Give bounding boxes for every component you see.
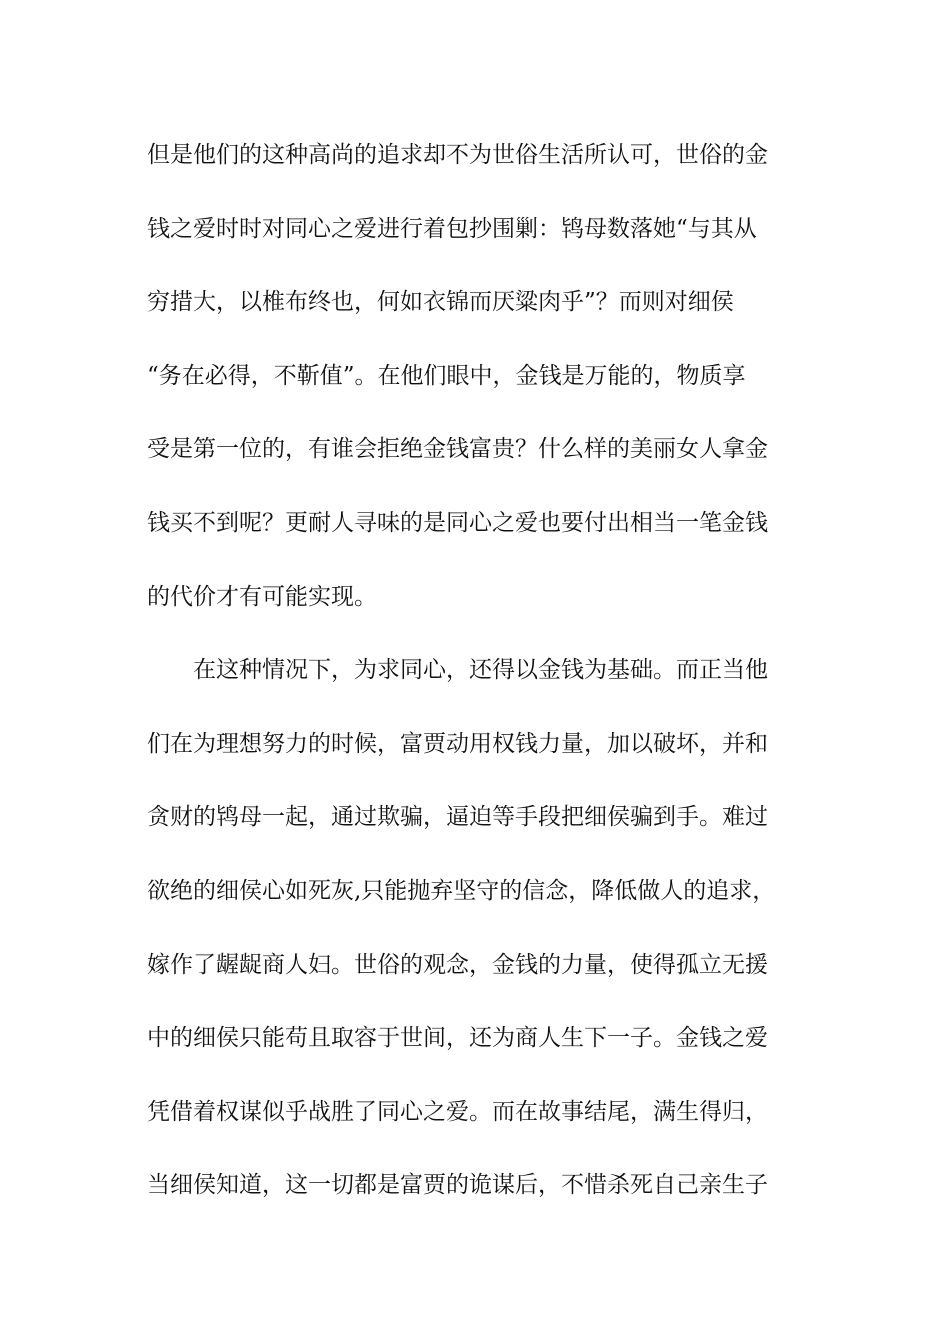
text-line: 钱之爱时时对同心之爱进行着包抄围剿：鸨母数落她“与其从: [147, 215, 757, 242]
text-line: 们在为理想努力的时候，富贾动用权钱力量，加以破坏，并和: [147, 730, 768, 757]
paragraph-start-line: 在这种情况下，为求同心，还得以金钱为基础。而正当他: [193, 657, 768, 684]
text-line: 当细侯知道，这一切都是富贾的诡谋后，不惜杀死自己亲生子: [147, 1172, 768, 1199]
text-line: 嫁作了龌龊商人妇。世俗的观念，金钱的力量，使得孤立无援: [147, 951, 768, 978]
text-line: 的代价才有可能实现。: [147, 583, 377, 610]
text-line: 受是第一位的，有谁会拒绝金钱富贵？什么样的美丽女人拿金: [147, 436, 768, 463]
text-line: 中的细侯只能苟且取容于世间，还为商人生下一子。金钱之爱: [147, 1025, 768, 1052]
text-line: 凭借着权谋似乎战胜了同心之爱。而在故事结尾，满生得归，: [147, 1098, 768, 1125]
text-line: 但是他们的这种高尚的追求却不为世俗生活所认可，世俗的金: [147, 142, 768, 168]
body-text: [147, 130, 807, 1234]
text-line: 穷措大，以椎布终也，何如衣锦而厌粱肉乎”？而则对细侯: [147, 289, 734, 316]
text-line: “务在必得，不靳值”。在他们眼中，金钱是万能的，物质享: [147, 362, 746, 389]
text-line: 钱买不到呢？更耐人寻味的是同心之爱也要付出相当一笔金钱: [147, 509, 768, 536]
text-line: 贪财的鸨母一起，通过欺骗，逼迫等手段把细侯骗到手。难过: [147, 804, 768, 831]
text-line: 欲绝的细侯心如死灰,只能抛弃坚守的信念，降低做人的追求，: [147, 877, 776, 904]
